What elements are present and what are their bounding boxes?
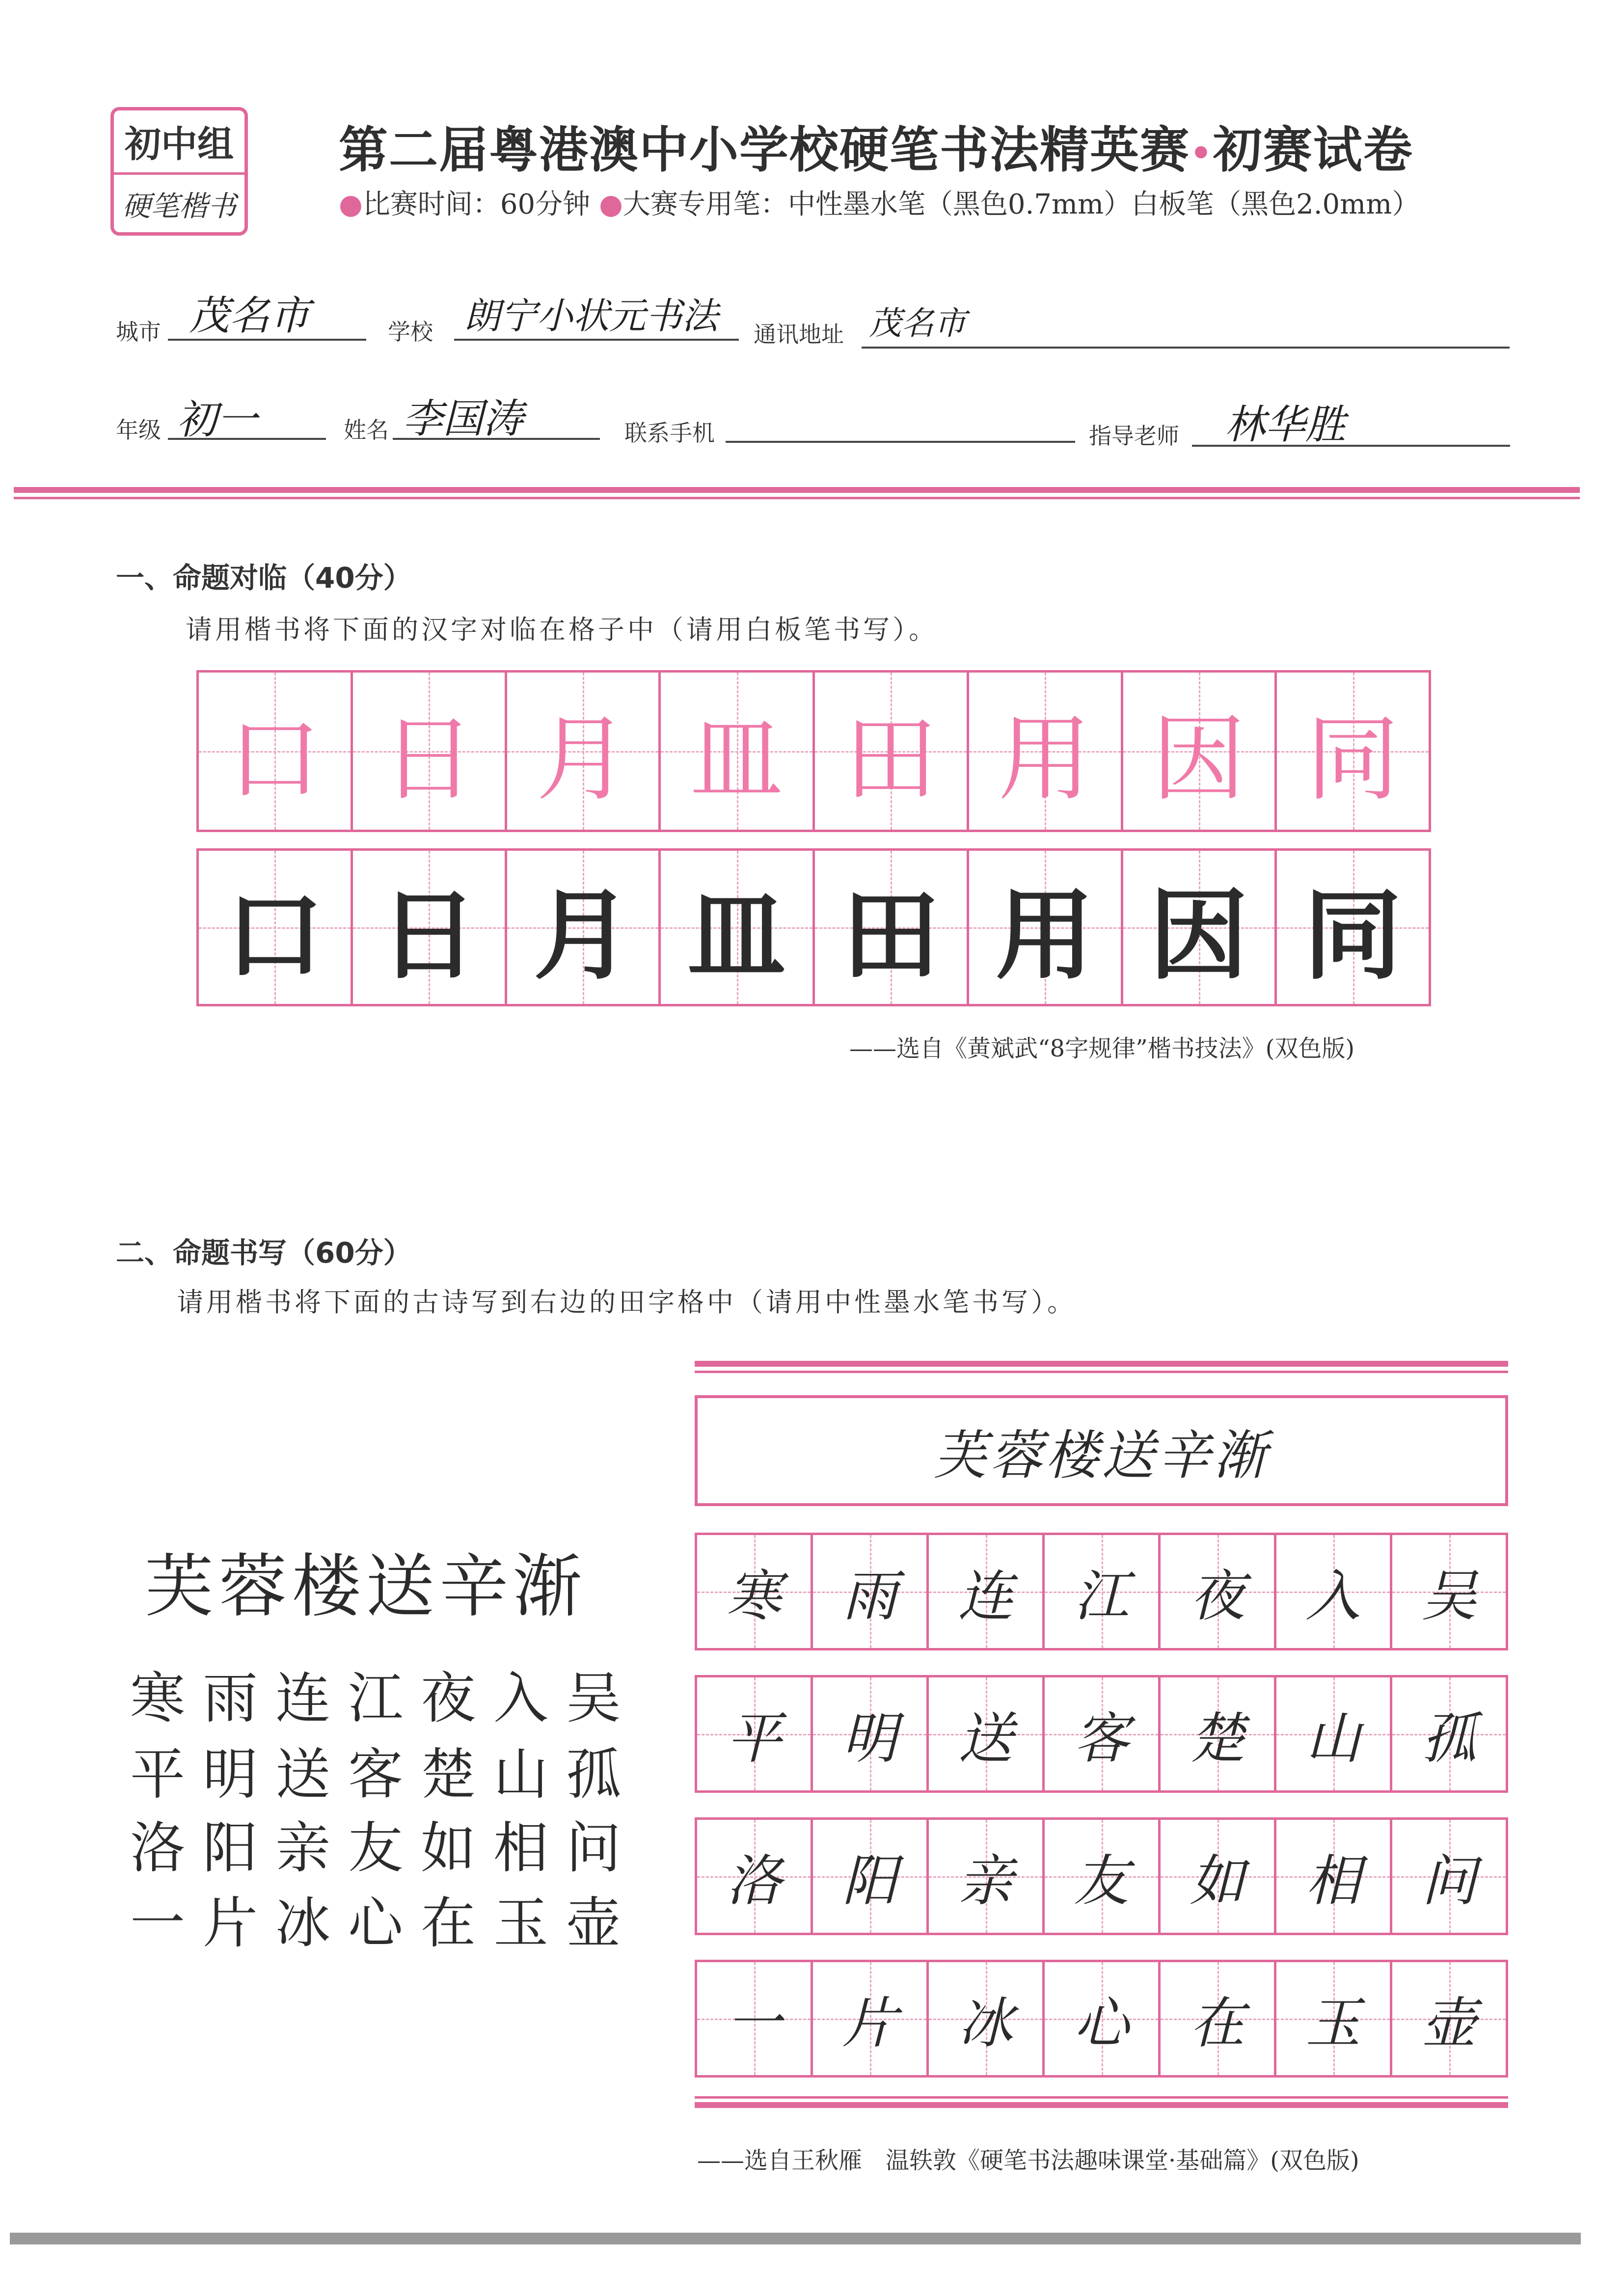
- poem-line: 一片冰心在玉壶: [130, 1891, 639, 1955]
- poem-line: 平明送客楚山孤: [130, 1743, 639, 1807]
- bullet-icon: ●: [598, 189, 623, 220]
- grid-char: 皿: [690, 704, 784, 813]
- grid-char: 壶: [1421, 1991, 1477, 2055]
- title-main: 第二届粤港澳中小学校硬笔书法精英赛: [339, 121, 1190, 179]
- grid-char: 玉: [1305, 1991, 1361, 2055]
- teacher-field[interactable]: 林华胜: [1225, 402, 1346, 448]
- model-cell[interactable]: [1123, 673, 1277, 830]
- writing-cell[interactable]: [1392, 1677, 1506, 1790]
- writing-cell[interactable]: [697, 1820, 813, 1933]
- address-line: [862, 347, 1510, 349]
- grid-char: 口: [228, 704, 322, 813]
- model-cell[interactable]: [353, 673, 507, 830]
- copy-cell[interactable]: [199, 851, 353, 1004]
- grid-char: 连: [958, 1564, 1013, 1628]
- writing-cell[interactable]: [1276, 1962, 1392, 2075]
- header-divider: [14, 487, 1580, 493]
- writing-row: [695, 1817, 1508, 1935]
- name-label: 姓名: [344, 417, 389, 443]
- grid-char: 心: [1074, 1991, 1129, 2055]
- address-field[interactable]: 茂名市: [869, 304, 966, 342]
- grid-char: 日: [379, 878, 478, 993]
- writing-cell[interactable]: [1045, 1962, 1161, 2075]
- copy-grid: [196, 848, 1431, 1006]
- writing-cell[interactable]: [1392, 1962, 1506, 2075]
- grid-char: 口: [225, 878, 324, 993]
- grid-char: 如: [1190, 1849, 1245, 1913]
- model-cell[interactable]: [507, 673, 661, 830]
- writing-cell[interactable]: [929, 1962, 1045, 2075]
- grid-char: 因: [1152, 704, 1245, 813]
- poem-line: 寒雨连江夜入吴: [130, 1667, 639, 1730]
- city-field[interactable]: 茂名市: [189, 293, 310, 339]
- title-stage: 初赛试卷: [1213, 121, 1413, 179]
- section2-instruction: 请用楷书将下面的古诗写到右边的田字格中（请用中性墨水笔书写）。: [177, 1287, 1077, 1318]
- grid-char: 孤: [1421, 1706, 1477, 1771]
- model-cell[interactable]: [199, 673, 353, 830]
- grid-char: 送: [958, 1706, 1013, 1771]
- writing-cell[interactable]: [1161, 1677, 1276, 1790]
- grid-char: 相: [1305, 1849, 1361, 1913]
- model-cell[interactable]: [1277, 673, 1429, 830]
- copy-cell[interactable]: [507, 851, 661, 1004]
- writing-cell[interactable]: [697, 1962, 813, 2075]
- panel-divider: [695, 1361, 1508, 1367]
- panel-bottom-divider: [695, 2102, 1508, 2108]
- writing-cell[interactable]: [1276, 1820, 1392, 1933]
- writing-cell[interactable]: [929, 1820, 1045, 1933]
- grid-char: 同: [1303, 878, 1402, 993]
- writing-cell[interactable]: [1161, 1535, 1276, 1648]
- group-badge: [110, 107, 248, 236]
- grid-char: 洛: [726, 1849, 782, 1913]
- writing-cell[interactable]: [813, 1535, 929, 1648]
- bullet-icon: ●: [339, 189, 363, 220]
- phone-label: 联系手机: [624, 420, 715, 446]
- grid-char: 皿: [687, 878, 786, 993]
- grid-char: 吴: [1421, 1564, 1477, 1628]
- model-cell[interactable]: [815, 673, 969, 830]
- address-label: 通讯地址: [754, 321, 844, 348]
- copy-cell[interactable]: [815, 851, 969, 1004]
- grid-char: 山: [1305, 1706, 1361, 1771]
- grid-char: 田: [841, 878, 940, 993]
- phone-line: [726, 441, 1075, 443]
- writing-cell[interactable]: [1161, 1820, 1276, 1933]
- poem-line: 洛阳亲友如相问: [130, 1816, 639, 1880]
- header-divider-thin: [14, 497, 1580, 499]
- writing-cell[interactable]: [1276, 1535, 1392, 1648]
- grid-char: 夜: [1190, 1564, 1245, 1628]
- page-title: [339, 110, 1517, 179]
- grid-char: 因: [1149, 878, 1248, 993]
- writing-cell[interactable]: [697, 1677, 813, 1790]
- grid-char: 阳: [842, 1849, 897, 1913]
- city-label: 城市: [116, 319, 161, 345]
- title-dot: •: [1190, 133, 1213, 174]
- school-label: 学校: [388, 319, 433, 345]
- writing-row: [695, 1533, 1508, 1650]
- grid-char: 用: [998, 704, 1092, 813]
- writing-row: [695, 1675, 1508, 1793]
- grid-char: 月: [536, 704, 629, 813]
- writing-row: [695, 1960, 1508, 2078]
- writing-cell[interactable]: [1161, 1962, 1276, 2075]
- grid-char: 冰: [958, 1991, 1013, 2055]
- name-field[interactable]: 李国涛: [403, 396, 523, 442]
- badge-category: 硬笔楷书: [122, 189, 236, 223]
- section1-title: 一、命题对临（40分）: [116, 561, 412, 594]
- footer-band: [10, 2233, 1581, 2244]
- grid-char: 问: [1421, 1849, 1477, 1913]
- writing-cell[interactable]: [813, 1820, 929, 1933]
- writing-cell[interactable]: [1392, 1820, 1506, 1933]
- grid-char: 雨: [842, 1564, 897, 1628]
- writing-cell[interactable]: [1045, 1535, 1161, 1648]
- grid-char: 友: [1074, 1849, 1129, 1913]
- grid-char: 在: [1190, 1991, 1245, 2055]
- grid-char: 明: [842, 1706, 897, 1771]
- writing-cell[interactable]: [1045, 1820, 1161, 1933]
- writing-cell[interactable]: [929, 1535, 1045, 1648]
- copy-cell[interactable]: [353, 851, 507, 1004]
- section1-source: ——选自《黄斌武“8字规律”楷书技法》(双色版): [849, 1035, 1355, 1062]
- writing-cell[interactable]: [1276, 1677, 1392, 1790]
- writing-cell[interactable]: [1392, 1535, 1506, 1648]
- panel-bottom-thin: [695, 2096, 1508, 2099]
- school-field[interactable]: 朗宁小状元书法: [464, 295, 718, 337]
- grid-char: 月: [533, 878, 632, 993]
- section2-title: 二、命题书写（60分）: [116, 1236, 412, 1270]
- grid-char: 客: [1074, 1706, 1129, 1771]
- copy-cell[interactable]: [1123, 851, 1277, 1004]
- grade-label: 年级: [116, 417, 161, 443]
- poem-title-box[interactable]: [695, 1395, 1508, 1506]
- writing-cell[interactable]: [813, 1962, 929, 2075]
- section1-instruction: 请用楷书将下面的汉字对临在格子中（请用白板笔书写）。: [186, 614, 938, 645]
- section2-source: ——选自王秋雁 温轶敦《硬笔书法趣味课堂·基础篇》(双色版): [697, 2147, 1359, 2174]
- grid-char: 楚: [1190, 1706, 1245, 1771]
- model-cell[interactable]: [661, 673, 815, 830]
- grid-char: 江: [1074, 1564, 1129, 1628]
- grid-char: 同: [1306, 704, 1400, 813]
- copy-cell[interactable]: [1277, 851, 1429, 1004]
- grid-char: 入: [1305, 1564, 1361, 1628]
- model-grid: [196, 670, 1431, 832]
- exam-info: [339, 183, 1527, 220]
- writing-cell[interactable]: [1045, 1677, 1161, 1790]
- grid-char: 用: [996, 878, 1094, 993]
- grid-char: 日: [382, 704, 476, 813]
- writing-cell[interactable]: [929, 1677, 1045, 1790]
- writing-cell[interactable]: [813, 1677, 929, 1790]
- copy-cell[interactable]: [661, 851, 815, 1004]
- grid-char: 田: [844, 704, 938, 813]
- grid-char: 一: [726, 1991, 782, 2055]
- poem-title: 芙蓉楼送辛渐: [145, 1547, 587, 1627]
- panel-divider-thin: [695, 1371, 1508, 1373]
- written-title: 芙蓉楼送辛渐: [933, 1425, 1270, 1486]
- grade-field[interactable]: 初一: [177, 397, 257, 443]
- copy-cell[interactable]: [969, 851, 1123, 1004]
- grid-char: 寒: [726, 1564, 782, 1628]
- model-cell[interactable]: [969, 673, 1123, 830]
- badge-group: 初中组: [114, 110, 244, 175]
- grid-char: 平: [726, 1706, 782, 1771]
- exam-pen: 大赛专用笔：中性墨水笔（黑色0.7mm）白板笔（黑色2.0mm）: [623, 189, 1420, 220]
- writing-cell[interactable]: [697, 1535, 813, 1648]
- grid-char: 片: [842, 1991, 897, 2055]
- teacher-label: 指导老师: [1089, 423, 1179, 449]
- exam-time: 比赛时间：60分钟: [362, 189, 591, 220]
- grid-char: 亲: [958, 1849, 1013, 1913]
